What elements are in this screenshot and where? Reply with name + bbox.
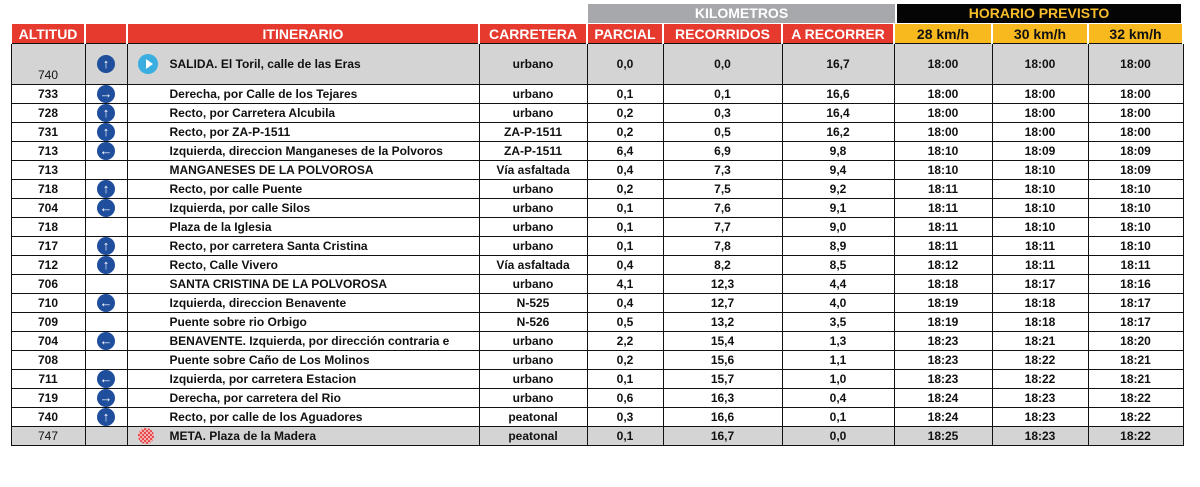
carr-cell: urbano <box>479 44 587 85</box>
alt-cell: 712 <box>11 256 85 275</box>
t30-cell: 18:10 <box>992 161 1088 180</box>
arrow-right-icon: → <box>97 85 115 103</box>
itinerary-cell <box>127 408 479 427</box>
direction-cell <box>85 123 127 142</box>
alt-cell: 718 <box>11 218 85 237</box>
col-28kmh: 28 km/h <box>894 24 992 44</box>
table-row <box>11 44 1183 85</box>
t30-cell: 18:18 <box>992 313 1088 332</box>
rec-cell: 15,6 <box>663 351 782 370</box>
itinerary-cell <box>127 123 479 142</box>
carr-cell: N-525 <box>479 294 587 313</box>
direction-cell <box>85 199 127 218</box>
t28-cell: 18:24 <box>894 408 992 427</box>
itinerary-text: SANTA CRISTINA DE LA POLVOROSA <box>169 277 388 291</box>
rec-cell: 0,0 <box>663 44 782 85</box>
carr-cell: Vía asfaltada <box>479 161 587 180</box>
t32-cell: 18:20 <box>1088 332 1183 351</box>
table-row <box>11 332 1183 351</box>
arec-cell: 9,0 <box>782 218 894 237</box>
rec-cell: 13,2 <box>663 313 782 332</box>
arrow-up-icon: ↑ <box>97 408 115 426</box>
t30-cell: 18:00 <box>992 44 1088 85</box>
itinerary-text: Puente sobre rio Orbigo <box>169 315 307 329</box>
itinerary-cell <box>127 275 479 294</box>
table-row <box>11 218 1183 237</box>
direction-cell <box>85 256 127 275</box>
alt-cell: 740 <box>11 44 85 85</box>
itinerary-text: Recto, por calle de los Aguadores <box>169 410 363 424</box>
parcial-cell: 0,1 <box>587 199 663 218</box>
t28-cell: 18:19 <box>894 313 992 332</box>
arec-cell: 8,9 <box>782 237 894 256</box>
t28-cell: 18:19 <box>894 294 992 313</box>
parcial-cell: 0,1 <box>587 427 663 446</box>
t28-cell: 18:00 <box>894 44 992 85</box>
alt-cell: 733 <box>11 85 85 104</box>
t30-cell: 18:10 <box>992 199 1088 218</box>
carr-cell: urbano <box>479 199 587 218</box>
rec-cell: 15,4 <box>663 332 782 351</box>
direction-cell <box>85 85 127 104</box>
table-row <box>11 408 1183 427</box>
table-row <box>11 180 1183 199</box>
itinerary-text: META. Plaza de la Madera <box>169 429 316 443</box>
t28-cell: 18:12 <box>894 256 992 275</box>
t32-cell: 18:09 <box>1088 142 1183 161</box>
t30-cell: 18:23 <box>992 389 1088 408</box>
arec-cell: 9,8 <box>782 142 894 161</box>
alt-cell: 704 <box>11 199 85 218</box>
itinerary-cell <box>127 161 479 180</box>
carr-cell: urbano <box>479 370 587 389</box>
t32-cell: 18:10 <box>1088 199 1183 218</box>
arrow-left-icon: ← <box>97 370 115 388</box>
t32-cell: 18:00 <box>1088 85 1183 104</box>
header-row <box>11 24 1183 44</box>
arrow-up-icon: ↑ <box>97 256 115 274</box>
itinerary-cell <box>127 294 479 313</box>
col-itinerario: ITINERARIO <box>127 24 479 44</box>
t30-cell: 18:11 <box>992 256 1088 275</box>
parcial-cell: 0,4 <box>587 161 663 180</box>
table-row <box>11 370 1183 389</box>
table-row <box>11 142 1183 161</box>
parcial-cell: 0,2 <box>587 180 663 199</box>
rec-cell: 12,7 <box>663 294 782 313</box>
col-icon <box>85 24 127 44</box>
arec-cell: 16,7 <box>782 44 894 85</box>
arec-cell: 9,2 <box>782 180 894 199</box>
group-header-kilometros: KILOMETROS <box>588 4 895 23</box>
alt-cell: 713 <box>11 142 85 161</box>
carr-cell: urbano <box>479 389 587 408</box>
col-altitud: ALTITUD <box>11 24 85 44</box>
table-row <box>11 199 1183 218</box>
table-row <box>11 351 1183 370</box>
parcial-cell: 0,6 <box>587 389 663 408</box>
itinerary-text: Recto, por carretera Santa Cristina <box>169 239 368 253</box>
alt-cell: 747 <box>11 427 85 446</box>
t30-cell: 18:00 <box>992 104 1088 123</box>
rec-cell: 7,7 <box>663 218 782 237</box>
alt-cell: 719 <box>11 389 85 408</box>
t30-cell: 18:23 <box>992 408 1088 427</box>
itinerary-text: Izquierda, por carretera Estacion <box>169 372 357 386</box>
t28-cell: 18:10 <box>894 142 992 161</box>
alt-cell: 717 <box>11 237 85 256</box>
direction-cell <box>85 237 127 256</box>
arrow-left-icon: ← <box>97 142 115 160</box>
t30-cell: 18:23 <box>992 427 1088 446</box>
alt-cell: 704 <box>11 332 85 351</box>
table-row <box>11 294 1183 313</box>
arec-cell: 16,6 <box>782 85 894 104</box>
arec-cell: 16,2 <box>782 123 894 142</box>
arrow-right-icon: → <box>97 389 115 407</box>
carr-cell: urbano <box>479 85 587 104</box>
t32-cell: 18:00 <box>1088 123 1183 142</box>
t30-cell: 18:22 <box>992 351 1088 370</box>
itinerary-text: Derecha, por carretera del Rio <box>169 391 341 405</box>
t30-cell: 18:00 <box>992 123 1088 142</box>
table-row <box>11 104 1183 123</box>
alt-cell: 711 <box>11 370 85 389</box>
alt-cell: 718 <box>11 180 85 199</box>
t30-cell: 18:10 <box>992 180 1088 199</box>
col-32kmh: 32 km/h <box>1088 24 1183 44</box>
direction-cell <box>85 275 127 294</box>
col-a-recorrer: A RECORRER <box>782 24 894 44</box>
direction-cell <box>85 142 127 161</box>
table-row <box>11 161 1183 180</box>
group-header-horario: HORARIO PREVISTO <box>897 4 1181 23</box>
arec-cell: 16,4 <box>782 104 894 123</box>
carr-cell: urbano <box>479 332 587 351</box>
t28-cell: 18:23 <box>894 370 992 389</box>
t32-cell: 18:10 <box>1088 237 1183 256</box>
finish-flag-icon <box>138 428 154 444</box>
rec-cell: 0,3 <box>663 104 782 123</box>
direction-cell <box>85 313 127 332</box>
alt-cell: 740 <box>11 408 85 427</box>
arrow-up-icon: ↑ <box>97 123 115 141</box>
t32-cell: 18:00 <box>1088 44 1183 85</box>
arec-cell: 3,5 <box>782 313 894 332</box>
parcial-cell: 6,4 <box>587 142 663 161</box>
direction-cell <box>85 294 127 313</box>
parcial-cell: 0,1 <box>587 237 663 256</box>
carr-cell: N-526 <box>479 313 587 332</box>
parcial-cell: 0,4 <box>587 256 663 275</box>
itinerary-cell <box>127 351 479 370</box>
direction-cell <box>85 218 127 237</box>
t32-cell: 18:10 <box>1088 180 1183 199</box>
itinerary-text: SALIDA. El Toril, calle de las Eras <box>169 57 361 71</box>
itinerary-cell <box>127 389 479 408</box>
itinerary-cell <box>127 218 479 237</box>
itinerary-cell <box>127 180 479 199</box>
arec-cell: 9,4 <box>782 161 894 180</box>
rec-cell: 12,3 <box>663 275 782 294</box>
direction-cell <box>85 180 127 199</box>
t30-cell: 18:11 <box>992 237 1088 256</box>
arec-cell: 1,3 <box>782 332 894 351</box>
direction-cell <box>85 44 127 85</box>
arec-cell: 4,4 <box>782 275 894 294</box>
parcial-cell: 0,2 <box>587 104 663 123</box>
arec-cell: 0,4 <box>782 389 894 408</box>
itinerary-cell <box>127 370 479 389</box>
carr-cell: peatonal <box>479 408 587 427</box>
itinerary-cell <box>127 256 479 275</box>
alt-cell: 731 <box>11 123 85 142</box>
itinerary-text: Izquierda, direccion Benavente <box>169 296 347 310</box>
t28-cell: 18:11 <box>894 180 992 199</box>
arec-cell: 0,1 <box>782 408 894 427</box>
t28-cell: 18:11 <box>894 218 992 237</box>
itinerary-cell <box>127 44 479 85</box>
parcial-cell: 2,2 <box>587 332 663 351</box>
parcial-cell: 0,4 <box>587 294 663 313</box>
rec-cell: 7,6 <box>663 199 782 218</box>
alt-cell: 728 <box>11 104 85 123</box>
t30-cell: 18:21 <box>992 332 1088 351</box>
itinerary-cell <box>127 199 479 218</box>
parcial-cell: 0,1 <box>587 370 663 389</box>
t32-cell: 18:16 <box>1088 275 1183 294</box>
t32-cell: 18:09 <box>1088 161 1183 180</box>
col-parcial: PARCIAL <box>587 24 663 44</box>
itinerary-text: Recto, por ZA-P-1511 <box>169 125 291 139</box>
table-row <box>11 123 1183 142</box>
itinerary-cell <box>127 427 479 446</box>
table-row <box>11 256 1183 275</box>
arec-cell: 1,0 <box>782 370 894 389</box>
t30-cell: 18:00 <box>992 85 1088 104</box>
itinerary-cell <box>127 142 479 161</box>
t32-cell: 18:17 <box>1088 294 1183 313</box>
alt-cell: 713 <box>11 161 85 180</box>
carr-cell: urbano <box>479 218 587 237</box>
rec-cell: 0,5 <box>663 123 782 142</box>
t30-cell: 18:17 <box>992 275 1088 294</box>
itinerary-text: Izquierda, por calle Silos <box>169 201 311 215</box>
t30-cell: 18:22 <box>992 370 1088 389</box>
rec-cell: 15,7 <box>663 370 782 389</box>
table-row <box>11 275 1183 294</box>
itinerary-text: Recto, Calle Vivero <box>169 258 278 272</box>
rec-cell: 8,2 <box>663 256 782 275</box>
direction-cell <box>85 408 127 427</box>
t28-cell: 18:23 <box>894 332 992 351</box>
t28-cell: 18:24 <box>894 389 992 408</box>
arrow-left-icon: ← <box>97 294 115 312</box>
itinerary-cell <box>127 313 479 332</box>
parcial-cell: 0,1 <box>587 85 663 104</box>
rec-cell: 7,5 <box>663 180 782 199</box>
arec-cell: 4,0 <box>782 294 894 313</box>
itinerary-cell <box>127 237 479 256</box>
itinerary-text: Recto, por Carretera Alcubila <box>169 106 336 120</box>
t28-cell: 18:10 <box>894 161 992 180</box>
t32-cell: 18:21 <box>1088 370 1183 389</box>
carr-cell: ZA-P-1511 <box>479 123 587 142</box>
arrow-up-icon: ↑ <box>97 180 115 198</box>
arrow-left-icon: ← <box>97 199 115 217</box>
direction-cell <box>85 370 127 389</box>
carr-cell: peatonal <box>479 427 587 446</box>
itinerary-cell <box>127 332 479 351</box>
arrow-up-icon: ↑ <box>97 237 115 255</box>
table-row <box>11 427 1183 446</box>
direction-cell <box>85 104 127 123</box>
direction-cell <box>85 351 127 370</box>
alt-cell: 706 <box>11 275 85 294</box>
t32-cell: 18:22 <box>1088 427 1183 446</box>
direction-cell <box>85 389 127 408</box>
table-row <box>11 313 1183 332</box>
t32-cell: 18:22 <box>1088 389 1183 408</box>
t28-cell: 18:11 <box>894 237 992 256</box>
t28-cell: 18:18 <box>894 275 992 294</box>
rec-cell: 16,3 <box>663 389 782 408</box>
table-row <box>11 389 1183 408</box>
itinerary-text: MANGANESES DE LA POLVOROSA <box>169 163 374 177</box>
arec-cell: 9,1 <box>782 199 894 218</box>
table-row <box>11 85 1183 104</box>
carr-cell: urbano <box>479 104 587 123</box>
start-play-icon <box>138 54 158 74</box>
direction-cell <box>85 161 127 180</box>
col-carretera: CARRETERA <box>479 24 587 44</box>
rec-cell: 7,8 <box>663 237 782 256</box>
carr-cell: urbano <box>479 275 587 294</box>
rec-cell: 6,9 <box>663 142 782 161</box>
alt-cell: 708 <box>11 351 85 370</box>
rec-cell: 16,7 <box>663 427 782 446</box>
direction-cell <box>85 427 127 446</box>
itinerary-text: Puente sobre Caño de Los Molinos <box>169 353 370 367</box>
parcial-cell: 0,1 <box>587 218 663 237</box>
t28-cell: 18:25 <box>894 427 992 446</box>
parcial-cell: 4,1 <box>587 275 663 294</box>
itinerary-text: Izquierda, direccion Manganeses de la Polvoros <box>169 144 443 158</box>
carr-cell: urbano <box>479 351 587 370</box>
itinerary-text: Recto, por calle Puente <box>169 182 303 196</box>
itinerary-text: Derecha, por Calle de los Tejares <box>169 87 358 101</box>
itinerary-cell <box>127 104 479 123</box>
route-table <box>10 24 1184 446</box>
table-row <box>11 237 1183 256</box>
parcial-cell: 0,5 <box>587 313 663 332</box>
t32-cell: 18:00 <box>1088 104 1183 123</box>
alt-cell: 710 <box>11 294 85 313</box>
rec-cell: 7,3 <box>663 161 782 180</box>
itinerary-text: Plaza de la Iglesia <box>169 220 272 234</box>
t28-cell: 18:11 <box>894 199 992 218</box>
arrow-up-icon: ↑ <box>97 55 115 73</box>
t32-cell: 18:11 <box>1088 256 1183 275</box>
carr-cell: Vía asfaltada <box>479 256 587 275</box>
t28-cell: 18:00 <box>894 123 992 142</box>
carr-cell: urbano <box>479 237 587 256</box>
arec-cell: 1,1 <box>782 351 894 370</box>
parcial-cell: 0,2 <box>587 123 663 142</box>
arrow-up-icon: ↑ <box>97 104 115 122</box>
arec-cell: 0,0 <box>782 427 894 446</box>
t28-cell: 18:00 <box>894 85 992 104</box>
carr-cell: ZA-P-1511 <box>479 142 587 161</box>
rec-cell: 0,1 <box>663 85 782 104</box>
col-recorridos: RECORRIDOS <box>663 24 782 44</box>
t32-cell: 18:21 <box>1088 351 1183 370</box>
t32-cell: 18:17 <box>1088 313 1183 332</box>
t30-cell: 18:18 <box>992 294 1088 313</box>
t32-cell: 18:10 <box>1088 218 1183 237</box>
direction-cell <box>85 332 127 351</box>
col-30kmh: 30 km/h <box>992 24 1088 44</box>
parcial-cell: 0,2 <box>587 351 663 370</box>
carr-cell: urbano <box>479 180 587 199</box>
alt-cell: 709 <box>11 313 85 332</box>
t30-cell: 18:10 <box>992 218 1088 237</box>
t28-cell: 18:23 <box>894 351 992 370</box>
itinerary-text: BENAVENTE. Izquierda, por dirección contraria e <box>169 334 450 348</box>
t32-cell: 18:22 <box>1088 408 1183 427</box>
t30-cell: 18:09 <box>992 142 1088 161</box>
t28-cell: 18:00 <box>894 104 992 123</box>
parcial-cell: 0,3 <box>587 408 663 427</box>
itinerary-cell <box>127 85 479 104</box>
rec-cell: 16,6 <box>663 408 782 427</box>
arrow-left-icon: ← <box>97 332 115 350</box>
arec-cell: 8,5 <box>782 256 894 275</box>
parcial-cell: 0,0 <box>587 44 663 85</box>
